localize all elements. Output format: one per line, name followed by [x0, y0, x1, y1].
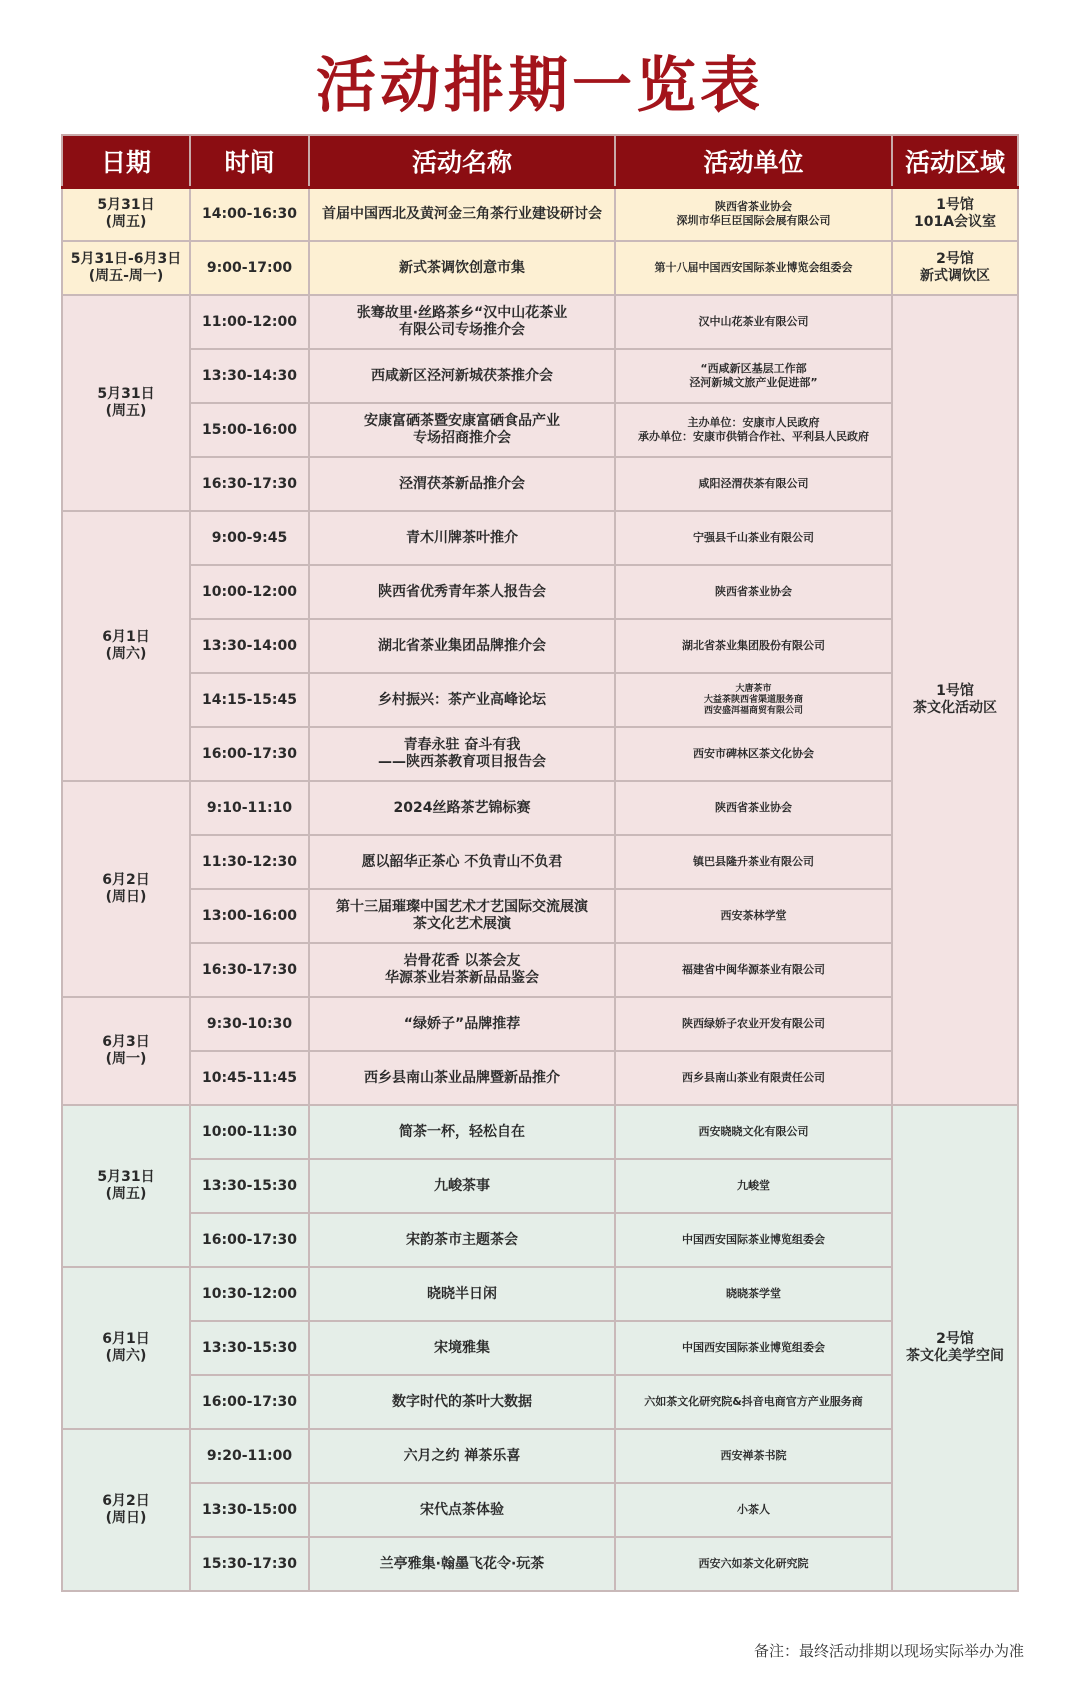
area-cell: 2号馆 茶文化美学空间	[892, 1105, 1018, 1591]
time-cell: 10:00-12:00	[190, 565, 309, 619]
event-name-cell: 新式茶调饮创意市集	[309, 241, 615, 295]
event-name-cell: 西咸新区泾河新城茯茶推介会	[309, 349, 615, 403]
event-name-cell: 晓晓半日闲	[309, 1267, 615, 1321]
event-name-cell: 湖北省茶业集团品牌推介会	[309, 619, 615, 673]
table-row	[62, 1375, 1018, 1429]
table-row	[62, 835, 1018, 889]
event-name-cell: 泾渭茯茶新品推介会	[309, 457, 615, 511]
event-name-cell: 简茶一杯，轻松自在	[309, 1105, 615, 1159]
event-name-cell: 愿以韶华正茶心 不负青山不负君	[309, 835, 615, 889]
table-row	[62, 673, 1018, 727]
table-row	[62, 781, 1018, 835]
date-cell: 6月1日 (周六)	[62, 511, 190, 781]
date-cell: 5月31日 (周五)	[62, 1105, 190, 1267]
time-cell: 14:15-15:45	[190, 673, 309, 727]
organizer-cell: 西安茶林学堂	[615, 889, 892, 943]
time-cell: 13:30-14:00	[190, 619, 309, 673]
table-row	[62, 1213, 1018, 1267]
organizer-cell: 小茶人	[615, 1483, 892, 1537]
header-org: 活动单位	[615, 135, 892, 187]
organizer-cell: 西安禅茶书院	[615, 1429, 892, 1483]
event-name-cell: 宋韵茶市主题茶会	[309, 1213, 615, 1267]
table-row	[62, 1267, 1018, 1321]
time-cell: 9:00-17:00	[190, 241, 309, 295]
table-row	[62, 187, 1018, 241]
table-header-row	[62, 135, 1018, 187]
table-row	[62, 241, 1018, 295]
time-cell: 16:00-17:30	[190, 1375, 309, 1429]
organizer-cell: 陕西省茶业协会	[615, 565, 892, 619]
header-name: 活动名称	[309, 135, 615, 187]
organizer-cell: 大唐茶市 大益茶陕西省渠道服务商 西安盛洱福商贸有限公司	[615, 673, 892, 727]
header-time: 时间	[190, 135, 309, 187]
date-cell: 6月2日 (周日)	[62, 781, 190, 997]
time-cell: 15:30-17:30	[190, 1537, 309, 1591]
table-row	[62, 1105, 1018, 1159]
table-row	[62, 403, 1018, 457]
table-row	[62, 889, 1018, 943]
event-name-cell: 西乡县南山茶业品牌暨新品推介	[309, 1051, 615, 1105]
time-cell: 13:30-15:00	[190, 1483, 309, 1537]
organizer-cell: 汉中山花茶业有限公司	[615, 295, 892, 349]
event-name-cell: 第十三届璀璨中国艺术才艺国际交流展演 茶文化艺术展演	[309, 889, 615, 943]
organizer-cell: 陕西省茶业协会 深圳市华巨臣国际会展有限公司	[615, 187, 892, 241]
time-cell: 9:10-11:10	[190, 781, 309, 835]
organizer-cell: 咸阳泾渭茯茶有限公司	[615, 457, 892, 511]
table-row	[62, 619, 1018, 673]
organizer-cell: 西安晓晓文化有限公司	[615, 1105, 892, 1159]
area-cell: 2号馆 新式调饮区	[892, 241, 1018, 295]
date-cell: 5月31日-6月3日 (周五-周一)	[62, 241, 190, 295]
event-name-cell: 宋境雅集	[309, 1321, 615, 1375]
event-name-cell: 六月之约 禅茶乐喜	[309, 1429, 615, 1483]
date-cell: 6月2日 (周日)	[62, 1429, 190, 1591]
table-row	[62, 1051, 1018, 1105]
organizer-cell: 中国西安国际茶业博览组委会	[615, 1321, 892, 1375]
time-cell: 13:30-15:30	[190, 1321, 309, 1375]
table-row	[62, 511, 1018, 565]
time-cell: 14:00-16:30	[190, 187, 309, 241]
event-name-cell: 九峻茶事	[309, 1159, 615, 1213]
date-cell: 5月31日 (周五)	[62, 295, 190, 511]
time-cell: 13:30-15:30	[190, 1159, 309, 1213]
event-name-cell: 安康富硒茶暨安康富硒食品产业 专场招商推介会	[309, 403, 615, 457]
organizer-cell: 中国西安国际茶业博览组委会	[615, 1213, 892, 1267]
table-row	[62, 1429, 1018, 1483]
organizer-cell: 陕西绿娇子农业开发有限公司	[615, 997, 892, 1051]
page-title: 活动排期一览表	[316, 51, 764, 121]
table-row	[62, 349, 1018, 403]
time-cell: 10:30-12:00	[190, 1267, 309, 1321]
table-row	[62, 1537, 1018, 1591]
organizer-cell: 西安市碑林区茶文化协会	[615, 727, 892, 781]
time-cell: 15:00-16:00	[190, 403, 309, 457]
table-row	[62, 565, 1018, 619]
event-name-cell: 2024丝路茶艺锦标赛	[309, 781, 615, 835]
time-cell: 10:00-11:30	[190, 1105, 309, 1159]
time-cell: 10:45-11:45	[190, 1051, 309, 1105]
time-cell: 11:00-12:00	[190, 295, 309, 349]
event-name-cell: 青春永驻 奋斗有我 ——陕西茶教育项目报告会	[309, 727, 615, 781]
time-cell: 16:00-17:30	[190, 727, 309, 781]
table-row	[62, 1483, 1018, 1537]
organizer-cell: 晓晓茶学堂	[615, 1267, 892, 1321]
date-cell: 6月3日 (周一)	[62, 997, 190, 1105]
event-name-cell: 首届中国西北及黄河金三角茶行业建设研讨会	[309, 187, 615, 241]
date-cell: 5月31日 (周五)	[62, 187, 190, 241]
table-row	[62, 457, 1018, 511]
table-row	[62, 943, 1018, 997]
organizer-cell: 湖北省茶业集团股份有限公司	[615, 619, 892, 673]
time-cell: 9:20-11:00	[190, 1429, 309, 1483]
table-row	[62, 295, 1018, 349]
time-cell: 9:30-10:30	[190, 997, 309, 1051]
area-cell: 1号馆 101A会议室	[892, 187, 1018, 241]
event-name-cell: 张骞故里·丝路茶乡“汉中山花茶业 有限公司专场推介会	[309, 295, 615, 349]
event-name-cell: 兰亭雅集·翰墨飞花令·玩茶	[309, 1537, 615, 1591]
organizer-cell: 九峻堂	[615, 1159, 892, 1213]
header-area: 活动区域	[892, 135, 1018, 187]
table-row	[62, 727, 1018, 781]
header-date: 日期	[62, 135, 190, 187]
organizer-cell: 主办单位：安康市人民政府 承办单位：安康市供销合作社、平利县人民政府	[615, 403, 892, 457]
event-name-cell: “绿娇子”品牌推荐	[309, 997, 615, 1051]
time-cell: 16:30-17:30	[190, 943, 309, 997]
schedule-table	[61, 134, 1019, 1592]
date-cell: 6月1日 (周六)	[62, 1267, 190, 1429]
time-cell: 16:00-17:30	[190, 1213, 309, 1267]
footnote: 备注：最终活动排期以现场实际举办为准	[753, 1642, 1024, 1660]
event-name-cell: 数字时代的茶叶大数据	[309, 1375, 615, 1429]
event-name-cell: 青木川牌茶叶推介	[309, 511, 615, 565]
time-cell: 11:30-12:30	[190, 835, 309, 889]
organizer-cell: 西安六如茶文化研究院	[615, 1537, 892, 1591]
event-name-cell: 宋代点茶体验	[309, 1483, 615, 1537]
organizer-cell: 陕西省茶业协会	[615, 781, 892, 835]
table-row	[62, 997, 1018, 1051]
organizer-cell: 第十八届中国西安国际茶业博览会组委会	[615, 241, 892, 295]
time-cell: 13:00-16:00	[190, 889, 309, 943]
event-name-cell: 乡村振兴：茶产业高峰论坛	[309, 673, 615, 727]
organizer-cell: “西咸新区基层工作部 泾河新城文旅产业促进部”	[615, 349, 892, 403]
organizer-cell: 镇巴县隆升茶业有限公司	[615, 835, 892, 889]
table-row	[62, 1321, 1018, 1375]
organizer-cell: 西乡县南山茶业有限责任公司	[615, 1051, 892, 1105]
area-cell: 1号馆 茶文化活动区	[892, 295, 1018, 1105]
organizer-cell: 福建省中闽华源茶业有限公司	[615, 943, 892, 997]
time-cell: 16:30-17:30	[190, 457, 309, 511]
event-name-cell: 陕西省优秀青年茶人报告会	[309, 565, 615, 619]
time-cell: 13:30-14:30	[190, 349, 309, 403]
organizer-cell: 六如茶文化研究院&抖音电商官方产业服务商	[615, 1375, 892, 1429]
table-row	[62, 1159, 1018, 1213]
event-name-cell: 岩骨花香 以茶会友 华源茶业岩茶新品品鉴会	[309, 943, 615, 997]
organizer-cell: 宁强县千山茶业有限公司	[615, 511, 892, 565]
time-cell: 9:00-9:45	[190, 511, 309, 565]
